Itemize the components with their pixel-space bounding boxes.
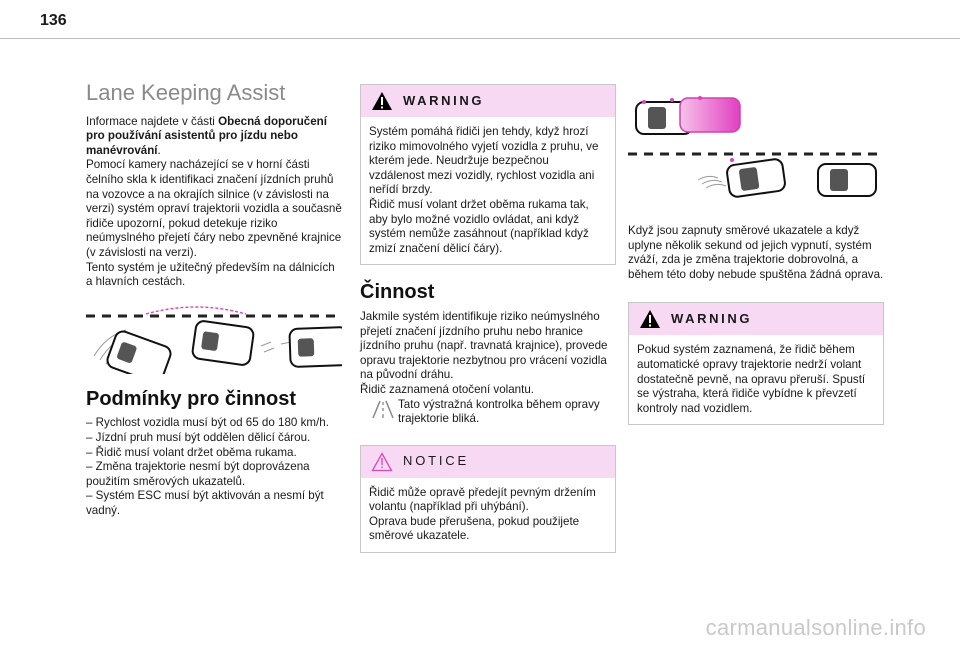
section-title-lane-keeping-assist: Lane Keeping Assist bbox=[86, 80, 286, 105]
turn-signal-paragraph: Když jsou zapnuty směrové ukazatele a když uplyne několik sekund od jejich vypnutí, systém zváží, zda je změna trajektorie dobrovolná, a během této doby nebude spuštěna žádná oprava. bbox=[628, 224, 884, 281]
list-item: – Řidič musí volant držet oběma rukama. bbox=[86, 445, 297, 459]
header-rule bbox=[0, 38, 960, 39]
middle-column bbox=[360, 80, 616, 553]
lane-correction-illustration bbox=[86, 306, 342, 374]
intro-paragraph bbox=[86, 115, 342, 159]
right-column bbox=[628, 80, 884, 425]
intro-period: . bbox=[157, 143, 161, 157]
list-item: – Změna trajektorie nesmí být doprovázena použitím směrových ukazatelů. bbox=[86, 460, 310, 488]
notice-box-body bbox=[361, 478, 615, 552]
intro-bold-reference: Obecná doporučení pro používání asistentů pro jízdu nebo manévrování bbox=[86, 114, 327, 157]
warning-paragraph: Pokud systém zaznamená, že řidič během automatické opravy trajektorie nedrží volant dostatečně pevně, na opravu přeruší. Spustí se výstraha, která řidiče vybídne k převzetí kontroly nad vozidlem. bbox=[637, 343, 866, 415]
left-column bbox=[86, 80, 342, 518]
section-title-operation: Činnost bbox=[360, 281, 435, 304]
conditions-list bbox=[86, 416, 342, 518]
warning-box-body bbox=[629, 335, 883, 424]
car-right bbox=[192, 320, 255, 366]
warning-box-header bbox=[361, 85, 615, 117]
watermark: carmanualsonline.info bbox=[705, 615, 926, 640]
operation-paragraph: Řidič zaznamená otočení volantu. bbox=[360, 382, 535, 396]
notice-box bbox=[360, 445, 616, 553]
notice-box-header bbox=[361, 446, 615, 478]
car-left bbox=[105, 329, 172, 374]
car-bottom-middle bbox=[726, 158, 786, 197]
warning-triangle-icon bbox=[639, 309, 661, 329]
page-number: 136 bbox=[40, 12, 67, 29]
notice-paragraph: Řidič může opravě předejít pevným držením volantu (například při uhýbání). bbox=[369, 485, 596, 514]
section-title-conditions: Podmínky pro činnost bbox=[86, 387, 297, 410]
list-item: – Rychlost vozidla musí být od 65 do 180 km/h. bbox=[86, 416, 329, 430]
car-bottom-right bbox=[818, 164, 876, 196]
warning-triangle-icon bbox=[371, 91, 393, 111]
lane-keeping-lamp-icon bbox=[370, 398, 396, 420]
lamp-description: Tato výstražná kontrolka během opravy trajektorie bliká. bbox=[398, 397, 600, 426]
notice-triangle-icon bbox=[371, 452, 393, 472]
list-item: – Jízdní pruh musí být oddělen dělicí čárou. bbox=[86, 430, 311, 444]
warning-box bbox=[628, 302, 884, 425]
notice-label: NOTICE bbox=[403, 453, 469, 469]
turn-signal-illustration bbox=[628, 88, 884, 198]
warning-box-body bbox=[361, 117, 615, 264]
warning-paragraph: Systém pomáhá řidiči jen tehdy, když hrozí riziko mimovolného vyjetí vozidla z pruhu, ve kterém jede. Neudržuje bezpečnou vzdálenost mezi vozidly, rychlost vozidla ani neřídí brzdy. bbox=[369, 125, 599, 197]
camera-paragraph: Pomocí kamery nacházející se v horní části čelního skla k identifikaci značení jízdních pruhů na vozovce a na okrajích silnice (v závislosti na verzi) systém opraví trajektorii vozidla a současně řidiče upozorní, pokud detekuje riziko neúmyslného přejetí čáry nebo zpevněné krajnice (v závislosti na verzi). bbox=[86, 158, 342, 259]
list-item: – Systém ESC musí být aktivován a nesmí být vadný. bbox=[86, 489, 324, 517]
car-right-end bbox=[289, 327, 342, 367]
warning-label: WARNING bbox=[671, 311, 753, 327]
operation-paragraph: Jakmile systém identifikuje riziko neúmyslného přejetí značení jízdního pruhu nebo hranice jízdního pruhu (např. travnatá krajnice), provede opravu trajektorie nezbytnou pro vrácení vozidla na původní dráhu. bbox=[360, 309, 608, 382]
car-highlighted bbox=[680, 98, 740, 132]
warning-label: WARNING bbox=[403, 92, 485, 108]
usage-paragraph: Tento systém je užitečný především na dálnicích a hlavních cestách. bbox=[86, 260, 335, 289]
warning-paragraph: Řidič musí volant držet oběma rukama tak, aby bylo možné vozidlo ovládat, ani když systém nemůže zasáhnout (například když zmizí značení dělicí čáry). bbox=[369, 197, 589, 255]
warning-box-header bbox=[629, 303, 883, 335]
notice-paragraph: Oprava bude přerušena, pokud použijete směrové ukazatele. bbox=[369, 514, 580, 543]
intro-text: Informace najdete v části bbox=[86, 114, 219, 128]
warning-lamp-line bbox=[360, 398, 616, 427]
warning-box bbox=[360, 84, 616, 265]
